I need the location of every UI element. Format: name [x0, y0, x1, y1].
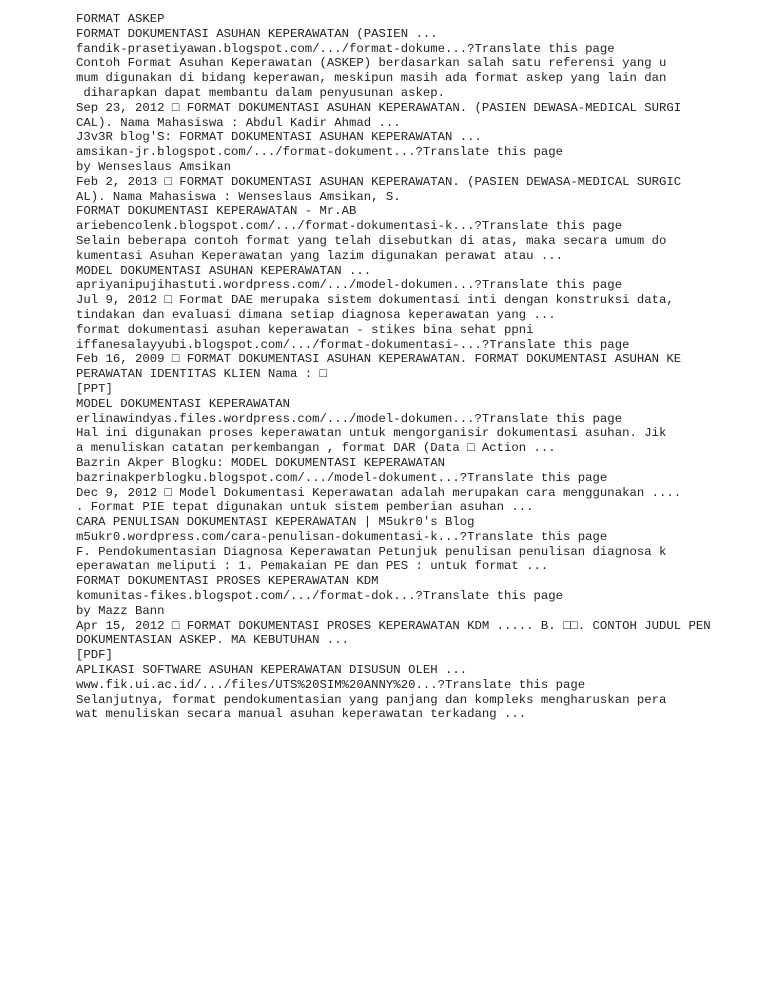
result-1-snippet: diharapkan dapat membantu dalam penyusunan askep.	[76, 85, 445, 100]
result-3-snippet: kumentasi Asuhan Keperawatan yang lazim digunakan perawat atau ...	[76, 248, 564, 263]
result-6-snippet: Hal ini digunakan proses keperawatan untuk mengorganisir dokumentasi asuhan. Jik	[76, 426, 667, 441]
result-1-url[interactable]: fandik-prasetiyawan.blogspot.com/.../format-dokume...?Translate this page	[76, 41, 615, 56]
result-7-title[interactable]: Bazrin Akper Blogku: MODEL DOKUMENTASI KEPERAWATAN	[76, 455, 445, 470]
result-9-author: by Mazz Bann	[76, 603, 165, 618]
result-9-url[interactable]: komunitas-fikes.blogspot.com/.../format-dok...?Translate this page	[76, 589, 564, 604]
result-8-title[interactable]: CARA PENULISAN DOKUMENTASI KEPERAWATAN | M5ukr0's Blog	[76, 515, 475, 530]
result-2-url[interactable]: amsikan-jr.blogspot.com/.../format-dokument...?Translate this page	[76, 145, 564, 160]
result-10-snippet: wat menuliskan secara manual asuhan keperawatan terkadang ...	[76, 707, 527, 722]
result-2-author: by Wenseslaus Amsikan	[76, 159, 231, 174]
result-6-title[interactable]: MODEL DOKUMENTASI KEPERAWATAN	[76, 396, 291, 411]
result-1-snippet: Contoh Format Asuhan Keperawatan (ASKEP) berdasarkan salah satu referensi yang u	[76, 56, 667, 71]
result-9-snippet: DOKUMENTASIAN ASKEP. MA KEBUTUHAN ...	[76, 633, 350, 648]
result-8-snippet: eperawatan meliputi : 1. Pemakaian PE dan PES : untuk format ...	[76, 559, 549, 574]
result-4-snippet: tindakan dan evaluasi dimana setiap diagnosa keperawatan yang ...	[76, 307, 556, 322]
result-7-url[interactable]: bazrinakperblogku.blogspot.com/.../model-dokument...?Translate this page	[76, 470, 608, 485]
result-9-title[interactable]: FORMAT DOKUMENTASI PROSES KEPERAWATAN KDM	[76, 574, 379, 589]
result-2-title[interactable]: J3v3R blog'S: FORMAT DOKUMENTASI ASUHAN KEPERAWATAN ...	[76, 130, 482, 145]
result-10-snippet: Selanjutnya, format pendokumentasian yang panjang dan kompleks mengharuskan pera	[76, 692, 667, 707]
result-1-snippet: CAL). Nama Mahasiswa : Abdul Kadir Ahmad ...	[76, 115, 401, 130]
result-2-snippet: AL). Nama Mahasiswa : Wenseslaus Amsikan, S.	[76, 189, 401, 204]
result-1-snippet: mum digunakan di bidang keperawan, meskipun masih ada format askep yang lain dan	[76, 71, 667, 86]
result-1-title[interactable]: FORMAT DOKUMENTASI ASUHAN KEPERAWATAN (PASIEN ...	[76, 26, 438, 41]
result-10-url[interactable]: www.fik.ui.ac.id/.../files/UTS%20SIM%20ANNY%20...?Translate this page	[76, 677, 586, 692]
result-9-snippet: Apr 15, 2012 □ FORMAT DOKUMENTASI PROSES KEPERAWATAN KDM ..... B. □□. CONTOH JUDUL PEN	[76, 618, 711, 633]
file-type-tag: [PPT]	[76, 381, 113, 396]
result-3-title[interactable]: FORMAT DOKUMENTASI KEPERAWATAN - Mr.AB	[76, 204, 357, 219]
result-4-title[interactable]: MODEL DOKUMENTASI ASUHAN KEPERAWATAN ...	[76, 263, 372, 278]
result-8-url[interactable]: m5ukr0.wordpress.com/cara-penulisan-dokumentasi-k...?Translate this page	[76, 529, 608, 544]
result-7-snippet: Dec 9, 2012 □ Model Dokumentasi Keperawatan adalah merupakan cara menggunakan ....	[76, 485, 682, 500]
result-5-snippet: Feb 16, 2009 □ FORMAT DOKUMENTASI ASUHAN KEPERAWATAN. FORMAT DOKUMENTASI ASUHAN KE	[76, 352, 682, 367]
result-3-url[interactable]: ariebencolenk.blogspot.com/.../format-dokumentasi-k...?Translate this page	[76, 219, 623, 234]
file-type-tag: [PDF]	[76, 648, 113, 663]
result-7-snippet: . Format PIE tepat digunakan untuk sistem pemberian asuhan ...	[76, 500, 534, 515]
result-3-snippet: Selain beberapa contoh format yang telah disebutkan di atas, maka secara umum do	[76, 233, 667, 248]
result-1-snippet: Sep 23, 2012 □ FORMAT DOKUMENTASI ASUHAN KEPERAWATAN. (PASIEN DEWASA-MEDICAL SURGI	[76, 100, 682, 115]
result-2-snippet: Feb 2, 2013 □ FORMAT DOKUMENTASI ASUHAN KEPERAWATAN. (PASIEN DEWASA-MEDICAL SURGIC	[76, 174, 682, 189]
result-5-title[interactable]: format dokumentasi asuhan keperawatan - stikes bina sehat ppni	[76, 322, 534, 337]
document-title: FORMAT ASKEP	[76, 12, 165, 26]
result-8-snippet: F. Pendokumentasian Diagnosa Keperawatan Petunjuk penulisan penulisan diagnosa k	[76, 544, 667, 559]
result-5-snippet: PERAWATAN IDENTITAS KLIEN Nama : □	[76, 367, 327, 382]
result-4-snippet: Jul 9, 2012 □ Format DAE merupaka sistem dokumentasi inti dengan konstruksi data,	[76, 293, 674, 308]
result-10-title[interactable]: APLIKASI SOFTWARE ASUHAN KEPERAWATAN DISUSUN OLEH ...	[76, 663, 468, 678]
document-text	[76, 12, 716, 722]
result-6-snippet: a menuliskan catatan perkembangan , format DAR (Data □ Action ...	[76, 441, 556, 456]
result-5-url[interactable]: iffanesalayyubi.blogspot.com/.../format-dokumentasi-...?Translate this page	[76, 337, 630, 352]
result-6-url[interactable]: erlinawindyas.files.wordpress.com/.../model-dokumen...?Translate this page	[76, 411, 623, 426]
result-4-url[interactable]: apriyanipujihastuti.wordpress.com/.../model-dokumen...?Translate this page	[76, 278, 623, 293]
